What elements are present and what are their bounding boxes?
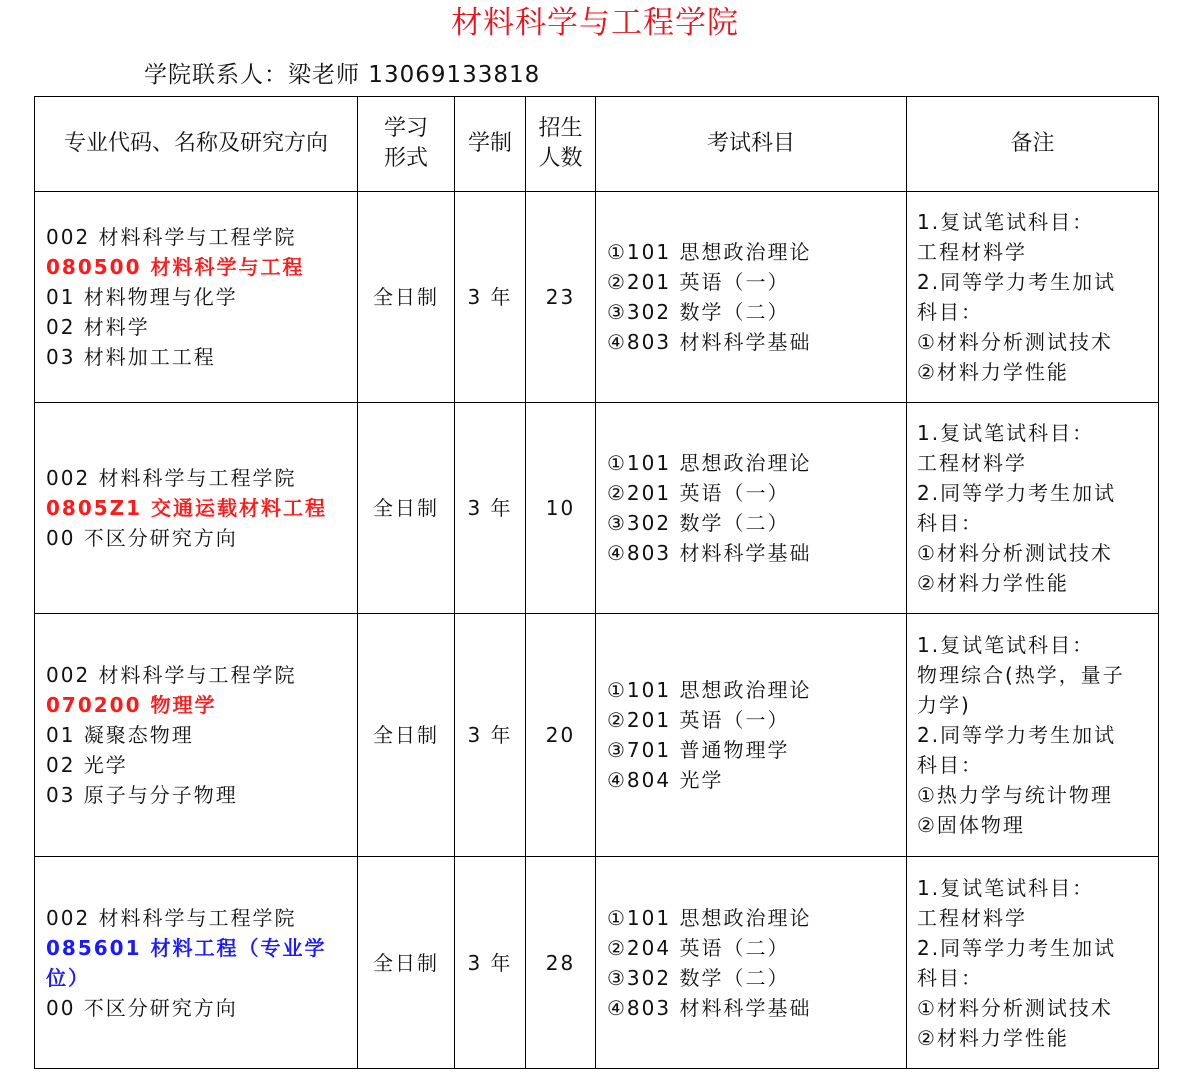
major-name: 070200 物理学 — [46, 693, 217, 717]
enrollment: 10 — [526, 403, 596, 614]
study-mode: 全日制 — [358, 614, 455, 857]
header-duration: 学制 — [455, 97, 526, 192]
header-exams: 考试科目 — [596, 97, 907, 192]
header-row — [35, 97, 1159, 192]
college-name: 002 材料科学与工程学院 — [46, 466, 297, 490]
study-mode: 全日制 — [358, 857, 455, 1069]
header-program: 专业代码、名称及研究方向 — [35, 97, 358, 192]
header-mode: 学习 形式 — [358, 97, 455, 192]
duration: 3 年 — [455, 857, 526, 1069]
program-cell — [35, 857, 358, 1069]
direction: 01 凝聚态物理 — [46, 723, 194, 747]
table-row — [35, 614, 1159, 857]
duration: 3 年 — [455, 192, 526, 403]
enrollment: 28 — [526, 857, 596, 1069]
page-title: 材料科学与工程学院 — [451, 5, 739, 41]
duration: 3 年 — [455, 403, 526, 614]
contact-line: 学院联系人：梁老师 13069133818 — [144, 62, 541, 88]
direction: 01 材料物理与化学 — [46, 285, 238, 309]
direction: 03 原子与分子物理 — [46, 783, 238, 807]
study-mode: 全日制 — [358, 403, 455, 614]
notes-cell: 1.复试笔试科目： 工程材料学 2.同等学力考生加试 科目： ①材料分析测试技术 ②材料力学性能 — [907, 192, 1159, 403]
program-cell — [35, 192, 358, 403]
direction: 00 不区分研究方向 — [46, 995, 238, 1020]
header-enroll: 招生 人数 — [526, 97, 596, 192]
exam-subjects: ①101 思想政治理论 ②201 英语（一） ③302 数学（二） ④803 材料科学基础 — [596, 403, 907, 614]
college-name: 002 材料科学与工程学院 — [46, 663, 297, 687]
major-name: 080500 材料科学与工程 — [46, 255, 305, 279]
enrollment: 23 — [526, 192, 596, 403]
major-name: 0805Z1 交通运载材料工程 — [46, 496, 328, 520]
college-name: 002 材料科学与工程学院 — [46, 225, 297, 249]
study-mode: 全日制 — [358, 192, 455, 403]
table-row — [35, 192, 1159, 403]
duration: 3 年 — [455, 614, 526, 857]
direction: 03 材料加工工程 — [46, 345, 216, 369]
program-cell — [35, 403, 358, 614]
notes-cell: 1.复试笔试科目： 物理综合(热学，量子 力学) 2.同等学力考生加试 科目： ①热力学与统计物理 ②固体物理 — [907, 614, 1159, 857]
program-cell — [35, 614, 358, 857]
header-notes: 备注 — [907, 97, 1159, 192]
major-name-cont: 位） — [46, 965, 90, 990]
notes-cell: 1.复试笔试科目： 工程材料学 2.同等学力考生加试 科目： ①材料分析测试技术 ②材料力学性能 — [907, 403, 1159, 614]
exam-subjects: ①101 思想政治理论 ②201 英语（一） ③701 普通物理学 ④804 光学 — [596, 614, 907, 857]
college-name: 002 材料科学与工程学院 — [46, 905, 297, 930]
admission-table — [34, 96, 1159, 1069]
direction: 00 不区分研究方向 — [46, 526, 238, 550]
table-row — [35, 403, 1159, 614]
major-name: 085601 材料工程（专业学 — [46, 935, 327, 960]
notes-cell: 1.复试笔试科目： 工程材料学 2.同等学力考生加试 科目： ①材料分析测试技术 ②材料力学性能 — [907, 857, 1159, 1069]
direction: 02 材料学 — [46, 315, 150, 339]
table-row — [35, 857, 1159, 1069]
direction: 02 光学 — [46, 753, 128, 777]
enrollment: 20 — [526, 614, 596, 857]
exam-subjects: ①101 思想政治理论 ②204 英语（二） ③302 数学（二） ④803 材料科学基础 — [596, 857, 907, 1069]
exam-subjects: ①101 思想政治理论 ②201 英语（一） ③302 数学（二） ④803 材料科学基础 — [596, 192, 907, 403]
